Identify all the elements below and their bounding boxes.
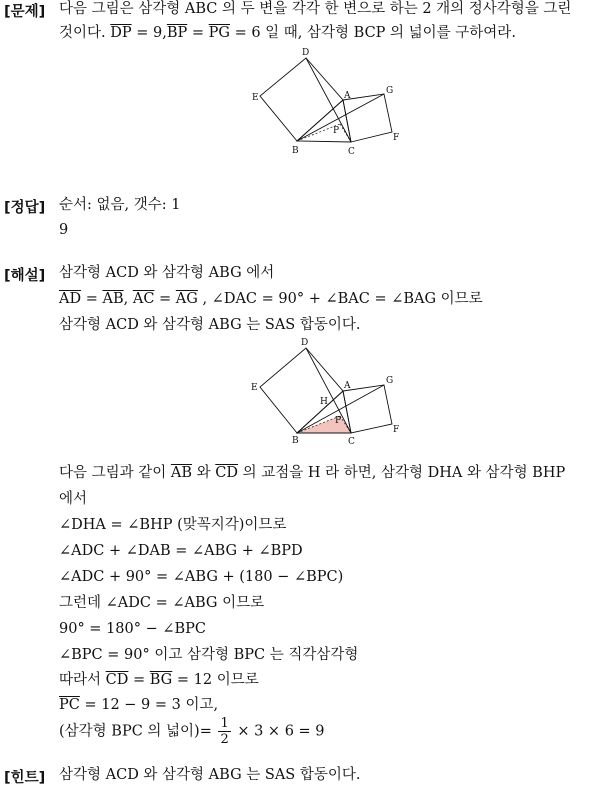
hint-tag: [힌트] — [4, 770, 46, 786]
svg-text:F: F — [393, 425, 400, 435]
svg-text:P: P — [333, 126, 340, 136]
triangle-abc — [297, 100, 351, 142]
explanation-line-12: 따라서 $\overline{CD} = \overline{BG} = 12$ 이므로 — [59, 672, 259, 688]
problem-line-1: 다음 그림은 삼각형 ABC 의 두 변을 각각 한 변으로 하는 2 개의 정사각형을 그린 — [59, 1, 572, 17]
explanation-tag: [해설] — [4, 268, 46, 284]
explanation-line-4: 다음 그림과 같이 $\overline{AB}$ 와 $\overline{CD}$ 의 교점을 H 라 하면, 삼각형 DHA 와 삼각형 BHP — [59, 465, 566, 481]
svg-text:A: A — [344, 91, 351, 101]
explanation-line-9: 그런데 ∠ADC = ∠ABG 이므로 — [59, 595, 265, 611]
svg-text:E: E — [251, 383, 258, 393]
square-abde — [260, 58, 343, 141]
explanation-line-13: $\overline{PC} = 12 - 9 = 3$ 이고, — [59, 697, 219, 713]
explanation-line-5: 에서 — [59, 491, 88, 507]
svg-text:P: P — [335, 416, 342, 426]
svg-text:G: G — [386, 86, 394, 96]
svg-text:B: B — [292, 146, 299, 156]
svg-text:F: F — [393, 133, 400, 143]
svg-text:E: E — [252, 93, 259, 103]
answer-value: 9 — [59, 222, 69, 238]
problem-line-2: 것이다. $\overline{DP} = 9,\overline{BP} = \overline{PG} = 6$ 일 때, 삼각형 BCP 의 넓이를 구하여라. — [59, 25, 516, 41]
fraction-one-half: $\frac{1}{2}$ — [220, 716, 229, 747]
answer-tag: [정답] — [4, 200, 46, 216]
explanation-line-8: ∠ADC + 90° = ∠ABG + (180 − ∠BPC) — [59, 569, 344, 585]
svg-text:C: C — [348, 147, 355, 157]
square-acfg — [343, 94, 392, 142]
explanation-line-3: 삼각형 ACD 와 삼각형 ABG 는 SAS 합동이다. — [59, 317, 361, 333]
svg-text:G: G — [386, 376, 394, 386]
explanation-line-7: ∠ADC + ∠DAB = ∠ABG + ∠BPD — [59, 543, 303, 559]
svg-text:D: D — [301, 338, 309, 348]
svg-text:H: H — [320, 397, 328, 407]
svg-text:B: B — [292, 436, 299, 446]
svg-text:A: A — [344, 381, 351, 391]
explanation-line-14: (삼각형 BPC 의 넓이)= $\frac{1}{2}$ × 3 × 6 = 9 — [59, 716, 325, 747]
explanation-line-11: ∠BPC = 90° 이고 삼각형 BPC 는 직각삼각형 — [59, 647, 359, 663]
answer-meta: 순서: 없음, 갯수: 1 — [59, 197, 181, 213]
problem-tag: [문제] — [4, 4, 46, 20]
figure-squares-triangle — [244, 46, 404, 158]
svg-text:C: C — [348, 437, 355, 447]
hint-text: 삼각형 ACD 와 삼각형 ABG 는 SAS 합동이다. — [59, 767, 361, 783]
explanation-line-2: $\overline{AD} = \overline{AB}$, $\overline{AC} = \overline{AG}$ , ∠DAC = 90° + ∠BAC = ∠BAG 이므로 — [59, 291, 483, 307]
explanation-line-6: ∠DHA = ∠BHP (맞꼭지각)이므로 — [59, 517, 287, 533]
svg-text:D: D — [302, 48, 310, 58]
figure-squares-triangle-highlight — [244, 336, 404, 448]
explanation-line-1: 삼각형 ACD 와 삼각형 ABG 에서 — [59, 265, 275, 281]
explanation-line-10: 90° = 180° − ∠BPC — [59, 621, 207, 637]
